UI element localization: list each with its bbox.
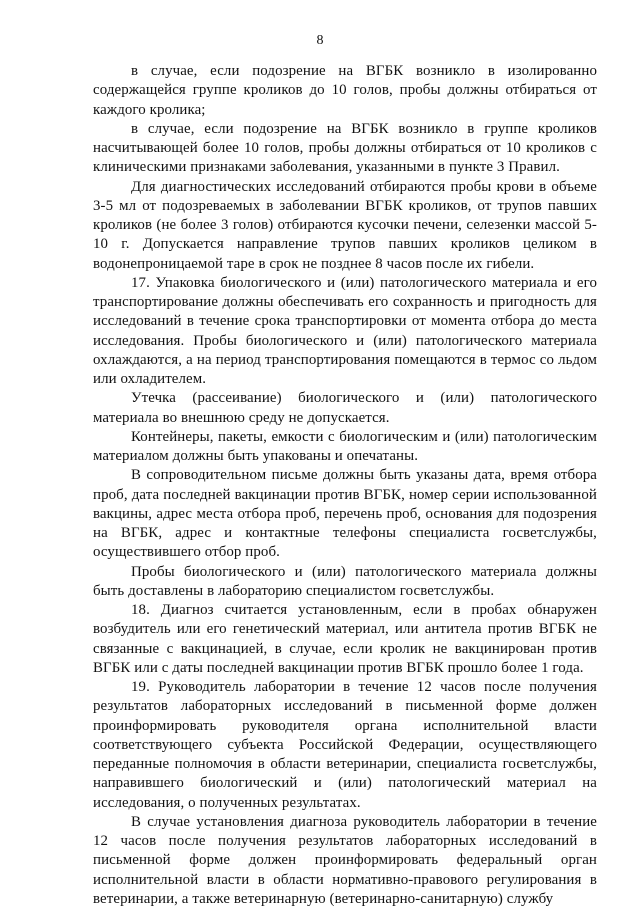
paragraph-item-18-diagnosis: 18. Диагноз считается установленным, если в пробах обнаружен возбудитель или его генетический материал, или антитела против ВГБК не связанные с вакцинацией, в случае, если кролик не вакцинирован против ВГБК или с даты последней вакцинации против ВГБК прошло более 1 года.	[93, 602, 597, 676]
paragraph-item-17-packaging: 17. Упаковка биологического и (или) патологического материала и его транспортирование должны обеспечивать его сохранность и пригодность для исследований в течение срока транспортировки от момента отбора до места исследования. Пробы биологического и (или) патологического материала охлаждаются, а на период транспортирования помещаются в термос со льдом или охладителем.	[93, 274, 597, 387]
page-number: 8	[316, 33, 324, 48]
paragraph-delivery: Пробы биологического и (или) патологического материала должны быть доставлены в лабораторию специалистом госветслужбы.	[93, 563, 597, 599]
paragraph-sample-large-group: в случае, если подозрение на ВГБК возникло в группе кроликов насчитывающей более 10 голов, пробы должны отбираться от 10 кроликов с клиническими признаками заболевания, указанными в пункте 3 Правил.	[93, 120, 597, 176]
paragraph-leakage: Утечка (рассеивание) биологического и (или) патологического материала во внешнюю среду не допускается.	[93, 390, 597, 426]
paragraph-blood-samples: Для диагностических исследований отбираются пробы крови в объеме 3-5 мл от подозреваемых в заболевании ВГБК кроликов, от трупов павших кроликов (не более 3 голов) отбираются кусочки печени, селезенки массой 5-10 г. Допускается направление трупов павших кроликов целиком в водонепроницаемой таре в срок не позднее 8 часов после их гибели.	[93, 178, 597, 272]
paragraph-diagnosis-notification: В случае установления диагноза руководитель лаборатории в течение 12 часов после получения результатов лабораторных исследований в письменной форме должен проинформировать федеральный орган исполнительной власти в области нормативно-правового регулирования в ветеринарии, а также ветеринарную (ветеринарно-санитарную) службу	[93, 813, 597, 907]
paragraph-containers: Контейнеры, пакеты, емкости с биологическим и (или) патологическим материалом должны быть упакованы и опечатаны.	[93, 428, 597, 464]
document-body	[93, 62, 597, 909]
paragraph-sample-small-group: в случае, если подозрение на ВГБК возникло в изолированно содержащейся группе кроликов до 10 голов, пробы должны отбираться от каждого кролика;	[93, 63, 597, 118]
paragraph-item-19-lab-head: 19. Руководитель лаборатории в течение 12 часов после получения результатов лабораторных исследований в письменной форме должен проинформировать руководителя органа исполнительной власти соответствующего субъекта Российской Федерации, осуществляющего переданные полномочия в области ветеринарии, специалиста госветслужбы, направившего биологический и (или) патологический материал на исследования, о полученных результатах.	[93, 679, 597, 811]
paragraph-cover-letter: В сопроводительном письме должны быть указаны дата, время отбора проб, дата последней вакцинации против ВГБК, номер серии использованной вакцины, адрес места отбора проб, перечень проб, основания для подозрения на ВГБК, адрес и контактные телефоны специалиста госветслужбы, осуществившего отбор проб.	[93, 467, 597, 561]
